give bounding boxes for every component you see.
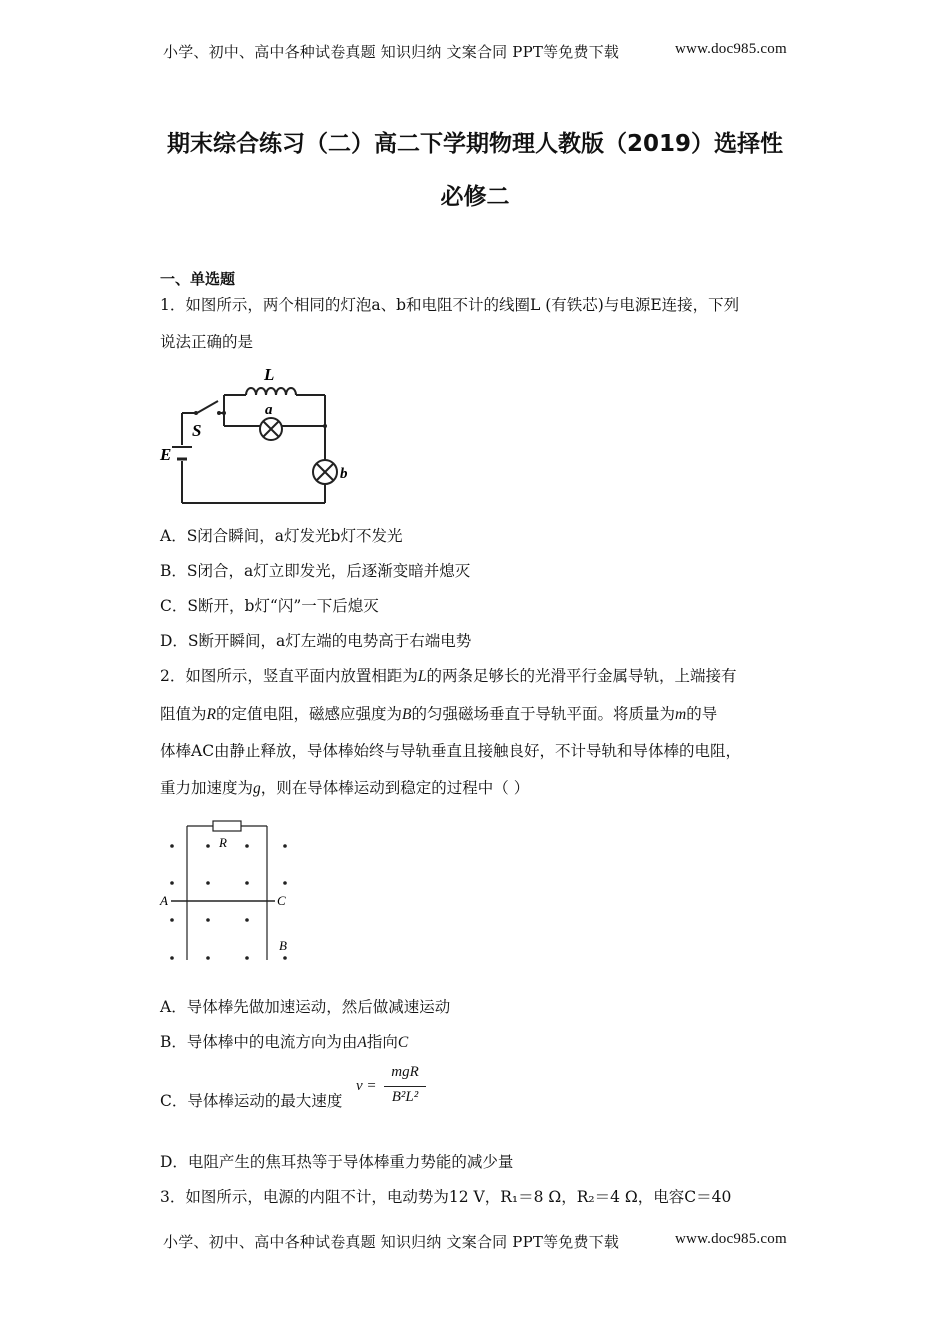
label-E: E [160,445,172,464]
q2-rail-diagram [155,818,305,968]
formula-lhs: v = [356,1078,377,1094]
q2-stem-line1: 2．如图所示，竖直平面内放置相距为L的两条足够长的光滑平行金属导轨，上端接有 [160,667,737,685]
label-L: L [264,365,275,384]
q1-stem-line2: 说法正确的是 [160,333,254,351]
page-footer [163,1231,803,1252]
formula-denominator: B²L² [391,1089,419,1105]
footer-text: 小学、初中、高中各种试卷真题 知识归纳 文案合同 PPT等免费下载 [163,1233,620,1251]
q2-stem-line4: 重力加速度为g，则在导体棒运动到稳定的过程中（ ） [160,779,530,797]
q1-stem-line1: 1．如图所示，两个相同的灯泡a、b和电阻不计的线圈L (有铁芯)与电源E连接，下列 [160,296,740,314]
q1-circuit-diagram [150,358,360,510]
label-a: a [265,402,273,418]
label-S: S [192,421,202,440]
q2-option-a: A．导体棒先做加速运动，然后做减速运动 [160,998,451,1016]
label-C: C [277,893,286,908]
q2-option-c: C．导体棒运动的最大速度 [160,1092,343,1110]
section-heading: 一、单选题 [160,270,236,288]
label-b: b [340,466,348,482]
q1-option-d: D．S断开瞬间，a灯左端的电势高于右端电势 [160,632,472,650]
doc-title-line1: 期末综合练习（二）高二下学期物理人教版（2019）选择性 [166,131,783,157]
q1-option-b: B．S闭合，a灯立即发光，后逐渐变暗并熄灭 [160,562,471,580]
footer-url[interactable]: www.doc985.com [675,1231,787,1247]
q2-stem-line2: 阻值为R的定值电阻，磁感应强度为B的匀强磁场垂直于导轨平面。将质量为m的导 [160,705,718,723]
label-B: B [279,938,287,953]
page-header [163,41,803,62]
q2-stem-line3: 体棒AC由静止释放，导体棒始终与导轨垂直且接触良好，不计导轨和导体棒的电阻， [160,742,742,760]
q2-option-d: D．电阻产生的焦耳热等于导体棒重力势能的减少量 [160,1153,514,1171]
q1-option-a: A．S闭合瞬间，a灯发光b灯不发光 [160,527,403,545]
label-A: A [160,893,168,908]
doc-title-line2: 必修二 [440,184,510,210]
header-text: 小学、初中、高中各种试卷真题 知识归纳 文案合同 PPT等免费下载 [163,43,620,61]
formula-numerator: mgR [391,1064,419,1080]
label-R: R [219,835,227,850]
header-url[interactable]: www.doc985.com [675,41,787,57]
q1-option-c: C．S断开，b灯“闪”一下后熄灭 [160,597,379,615]
q2-option-b: B．导体棒中的电流方向为由A指向C [160,1033,409,1051]
q3-stem-line1: 3．如图所示，电源的内阻不计，电动势为12 V，R₁＝8 Ω，R₂＝4 Ω，电容C＝40 [160,1188,732,1206]
